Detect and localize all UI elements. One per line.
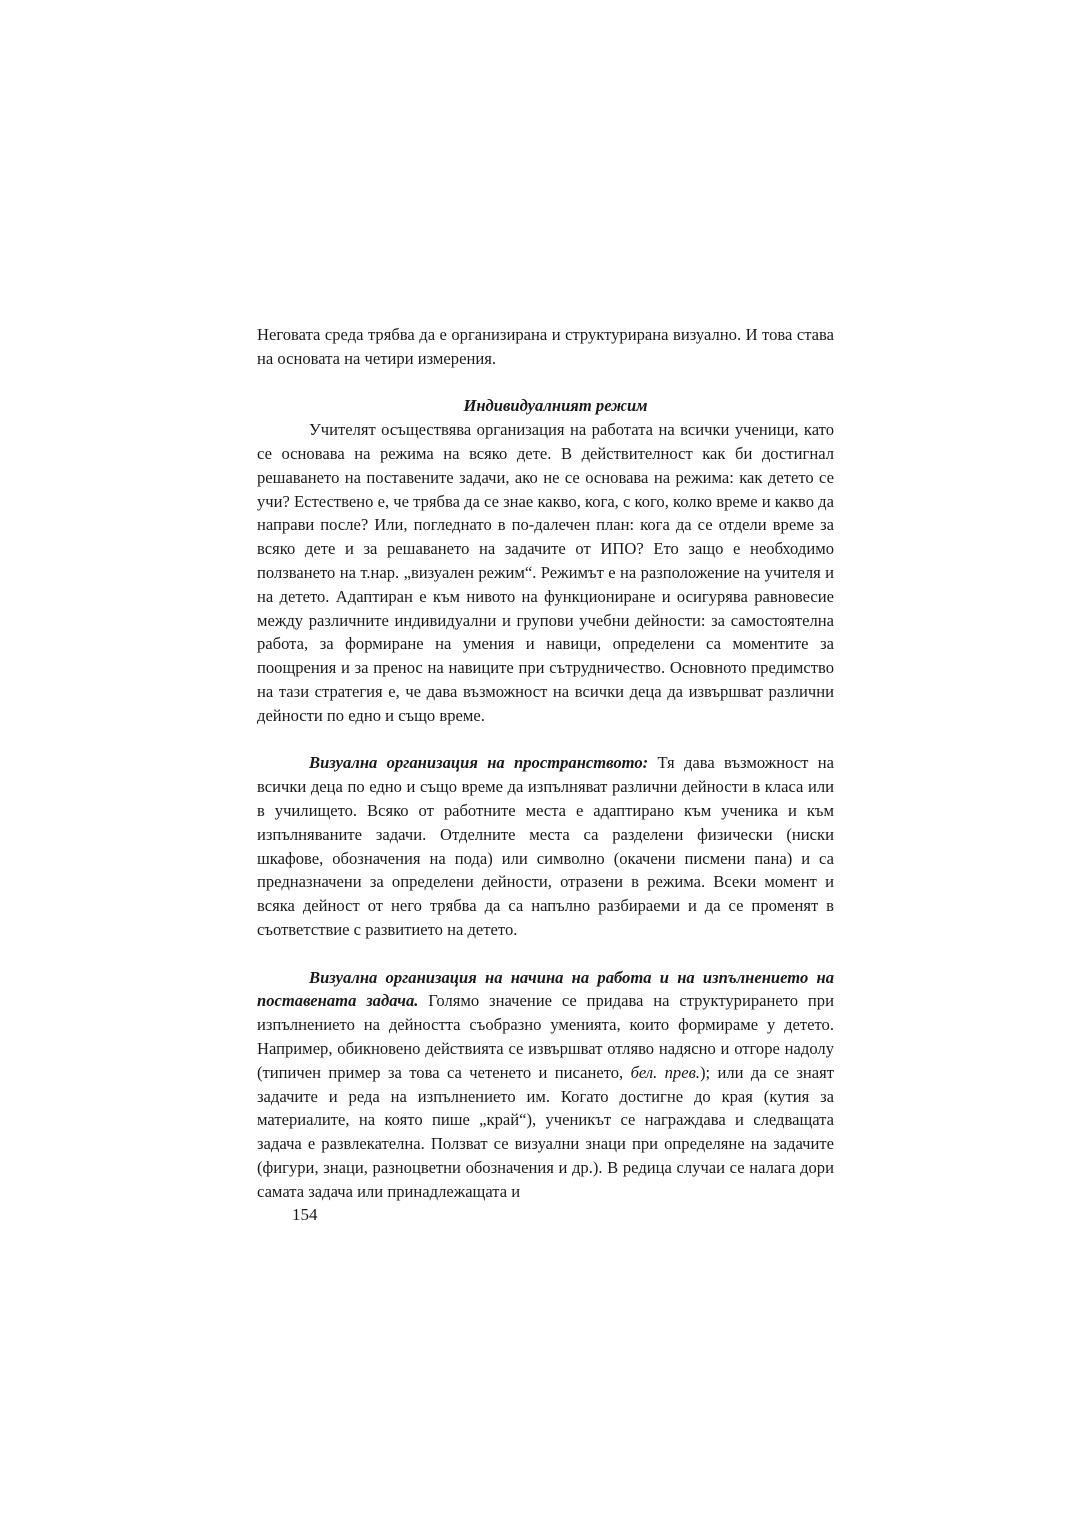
page-number: 154 (292, 1205, 318, 1224)
paragraph-gap (257, 728, 834, 752)
section-body-individual-regime: Учителят осъществява организация на работата на всички ученици, като се основава на режима на всяко дете. В действителност как би достигнал решаването на поставените задачи, ако не се основава на режима: как детето се учи? Естествено е, че трябва да се знае какво, кога, с кого, колко време и какво да направи после? Или, погледнато в по-далечен план: кога да се отдели време за всяко дете и за решаването на задачите от ИПО? Ето защо е необходимо ползването на т.нар. „визуален режим“. Режимът е на разположение на учителя и на детето. Адаптиран е към нивото на функциониране и осигурява равновесие между различните индивидуални и групови учебни дейности: за самостоятелна работа, за формиране на умения и навици, определени са моментите за поощрения и за пренос на навиците при сътрудничество. Основното предимство на тази стратегия е, че дава възможност на всички деца да извършват различни дейности по едно и също време. (257, 420, 834, 725)
section-body-visual-work-part1: Голямо значение се придава на структурирането при изпълнението на дейността съобразно уменията, които формираме у детето. Например, обикновено действията се извършват отляво надясно и отгоре надолу (типичен пример за това са четенето и писането, (257, 991, 834, 1082)
section-visual-space (257, 751, 834, 941)
section-body-visual-work-part2: ); или да се знаят задачите и реда на изпълнението им. Когато достигне до края (кутия за материалите, на която пише „край“), ученикът се награждава и следващата задача е развлекателна. Ползват се визуални знаци при определяне на задачите (фигури, знаци, разноцветни обозначения и др.). В редица случаи се налага дори самата задача или принадлежащата и (257, 1062, 835, 1201)
intro-paragraph: Неговата среда трябва да е организирана и структурирана визуално. И това става на основата на четири измерения. (257, 325, 834, 368)
section-body-visual-space: Тя дава възможност на всички деца по едно и също време да изпълняват различни дейности в класа или в училището. Всяко от работните места е адаптирано към ученика и към изпълняваните задачи. Отделните места са разделени физически (ниски шкафове, обозначения на пода) или символно (окачени писмени пана) и са предназначени за определени дейности, отразени в режима. Всеки момент и всяка дейност от него трябва да са напълно разбираеми и да се променят в съответствие с развитието на детето. (257, 753, 834, 939)
section-heading-individual-regime: Индивидуалният режим (463, 396, 648, 416)
paragraph-gap (257, 371, 834, 395)
paragraph-gap (257, 942, 834, 966)
section-lead-visual-space: Визуална организация на пространството: (309, 753, 649, 773)
main-text (257, 323, 834, 1203)
section-lead-visual-work: Визуална организация на начина на работа и на изпълнението на поставената задача. (257, 967, 834, 1011)
section-visual-work (257, 966, 834, 1204)
translator-note: бел. прев. (630, 1062, 700, 1082)
